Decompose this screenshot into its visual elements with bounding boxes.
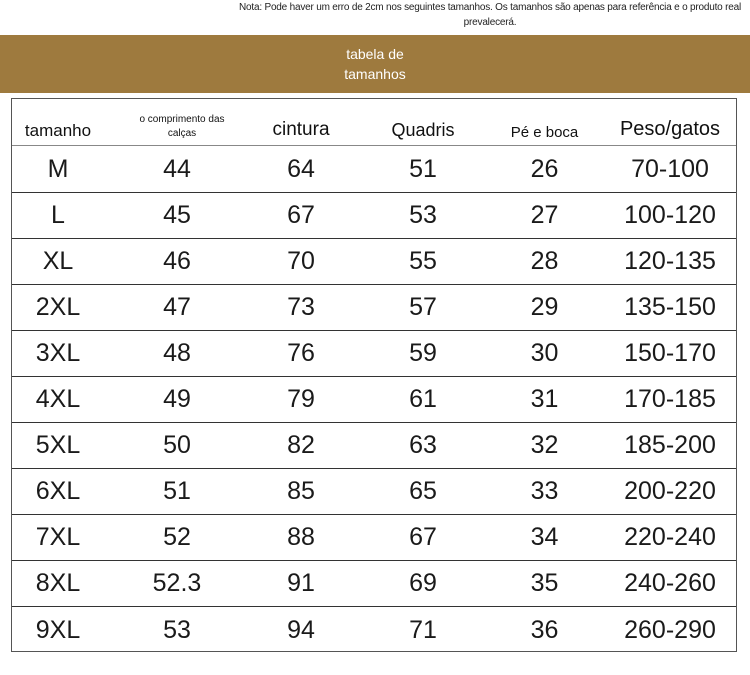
table-row — [12, 515, 736, 561]
table-cell: 7XL — [35, 523, 81, 551]
header-divider — [12, 145, 736, 146]
table-cell: 2XL — [35, 293, 81, 321]
table-cell: 65 — [409, 477, 437, 505]
table-cell: 69 — [409, 569, 437, 597]
table-cell: 52 — [163, 523, 191, 551]
table-cell: 120-135 — [624, 247, 716, 275]
table-cell: 61 — [409, 385, 437, 413]
table-cell: 63 — [409, 431, 437, 459]
table-cell: 240-260 — [624, 569, 716, 597]
header-hips: Quadris — [391, 120, 455, 140]
size-chart-title: tabela de tamanhos — [344, 46, 406, 82]
header-leg-opening: Pé e boca — [510, 124, 579, 141]
table-cell: 32 — [530, 431, 559, 459]
table-cell: 49 — [163, 385, 191, 413]
table-row — [12, 193, 736, 239]
table-cell: 57 — [409, 293, 437, 321]
table-cell: 88 — [287, 523, 315, 551]
table-cell: 29 — [530, 293, 559, 321]
table-row — [12, 377, 736, 423]
table-cell: L — [51, 201, 65, 229]
table-cell: 200-220 — [624, 477, 716, 505]
table-row — [12, 239, 736, 285]
table-cell: 31 — [530, 385, 559, 413]
table-cell: 100-120 — [624, 201, 716, 229]
table-cell: 67 — [287, 201, 315, 229]
size-table-header — [12, 99, 736, 147]
table-cell: 27 — [530, 201, 559, 229]
table-cell: 48 — [163, 339, 191, 367]
table-cell: 9XL — [35, 615, 81, 644]
table-cell: 50 — [163, 431, 191, 459]
table-row — [12, 607, 736, 653]
table-cell: 55 — [409, 247, 437, 275]
table-cell: 5XL — [35, 431, 81, 459]
size-chart-banner — [0, 35, 750, 93]
size-table — [11, 98, 737, 652]
table-cell: 67 — [409, 523, 437, 551]
table-cell: 8XL — [35, 569, 81, 597]
table-cell: 33 — [530, 477, 559, 505]
table-cell: 51 — [409, 155, 437, 183]
table-cell: 28 — [530, 247, 559, 275]
table-cell: M — [47, 155, 69, 183]
table-cell: 53 — [163, 615, 191, 644]
size-note: Nota: Pode haver um erro de 2cm nos seguintes tamanhos. Os tamanhos são apenas para referência e o produto real prevalecerá. — [239, 2, 741, 28]
table-cell: 220-240 — [624, 523, 716, 551]
table-cell: 44 — [163, 155, 191, 183]
table-cell: 70-100 — [631, 155, 709, 183]
table-cell: 52.3 — [152, 569, 202, 597]
table-row — [12, 331, 736, 377]
table-cell: XL — [42, 247, 74, 275]
table-cell: 170-185 — [624, 385, 716, 413]
table-cell: 71 — [409, 615, 437, 644]
table-cell: 85 — [287, 477, 315, 505]
table-cell: 35 — [530, 569, 559, 597]
header-pant-length: o comprimento das calças — [139, 114, 225, 139]
table-cell: 76 — [287, 339, 315, 367]
table-cell: 64 — [287, 155, 315, 183]
table-cell: 94 — [287, 615, 315, 644]
table-cell: 4XL — [35, 385, 81, 413]
table-cell: 79 — [287, 385, 315, 413]
table-cell: 3XL — [35, 339, 81, 367]
table-cell: 53 — [409, 201, 437, 229]
table-cell: 185-200 — [624, 431, 716, 459]
table-cell: 91 — [287, 569, 315, 597]
table-cell: 51 — [163, 477, 191, 505]
table-row — [12, 285, 736, 331]
table-cell: 73 — [287, 293, 315, 321]
table-row — [12, 469, 736, 515]
table-row — [12, 147, 736, 193]
header-weight: Peso/gatos — [619, 118, 721, 140]
table-cell: 47 — [163, 293, 191, 321]
table-cell: 6XL — [35, 477, 81, 505]
table-cell: 36 — [530, 615, 559, 644]
header-waist: cintura — [272, 119, 330, 140]
table-cell: 260-290 — [624, 615, 716, 644]
table-cell: 70 — [287, 247, 315, 275]
table-row — [12, 561, 736, 607]
table-cell: 30 — [530, 339, 559, 367]
header-size: tamanho — [24, 121, 92, 140]
table-cell: 135-150 — [624, 293, 716, 321]
table-cell: 150-170 — [624, 339, 716, 367]
table-cell: 34 — [530, 523, 559, 551]
table-cell: 26 — [530, 155, 559, 183]
table-row — [12, 423, 736, 469]
table-cell: 59 — [409, 339, 437, 367]
table-cell: 45 — [163, 201, 191, 229]
table-cell: 82 — [287, 431, 315, 459]
table-cell: 46 — [163, 247, 191, 275]
